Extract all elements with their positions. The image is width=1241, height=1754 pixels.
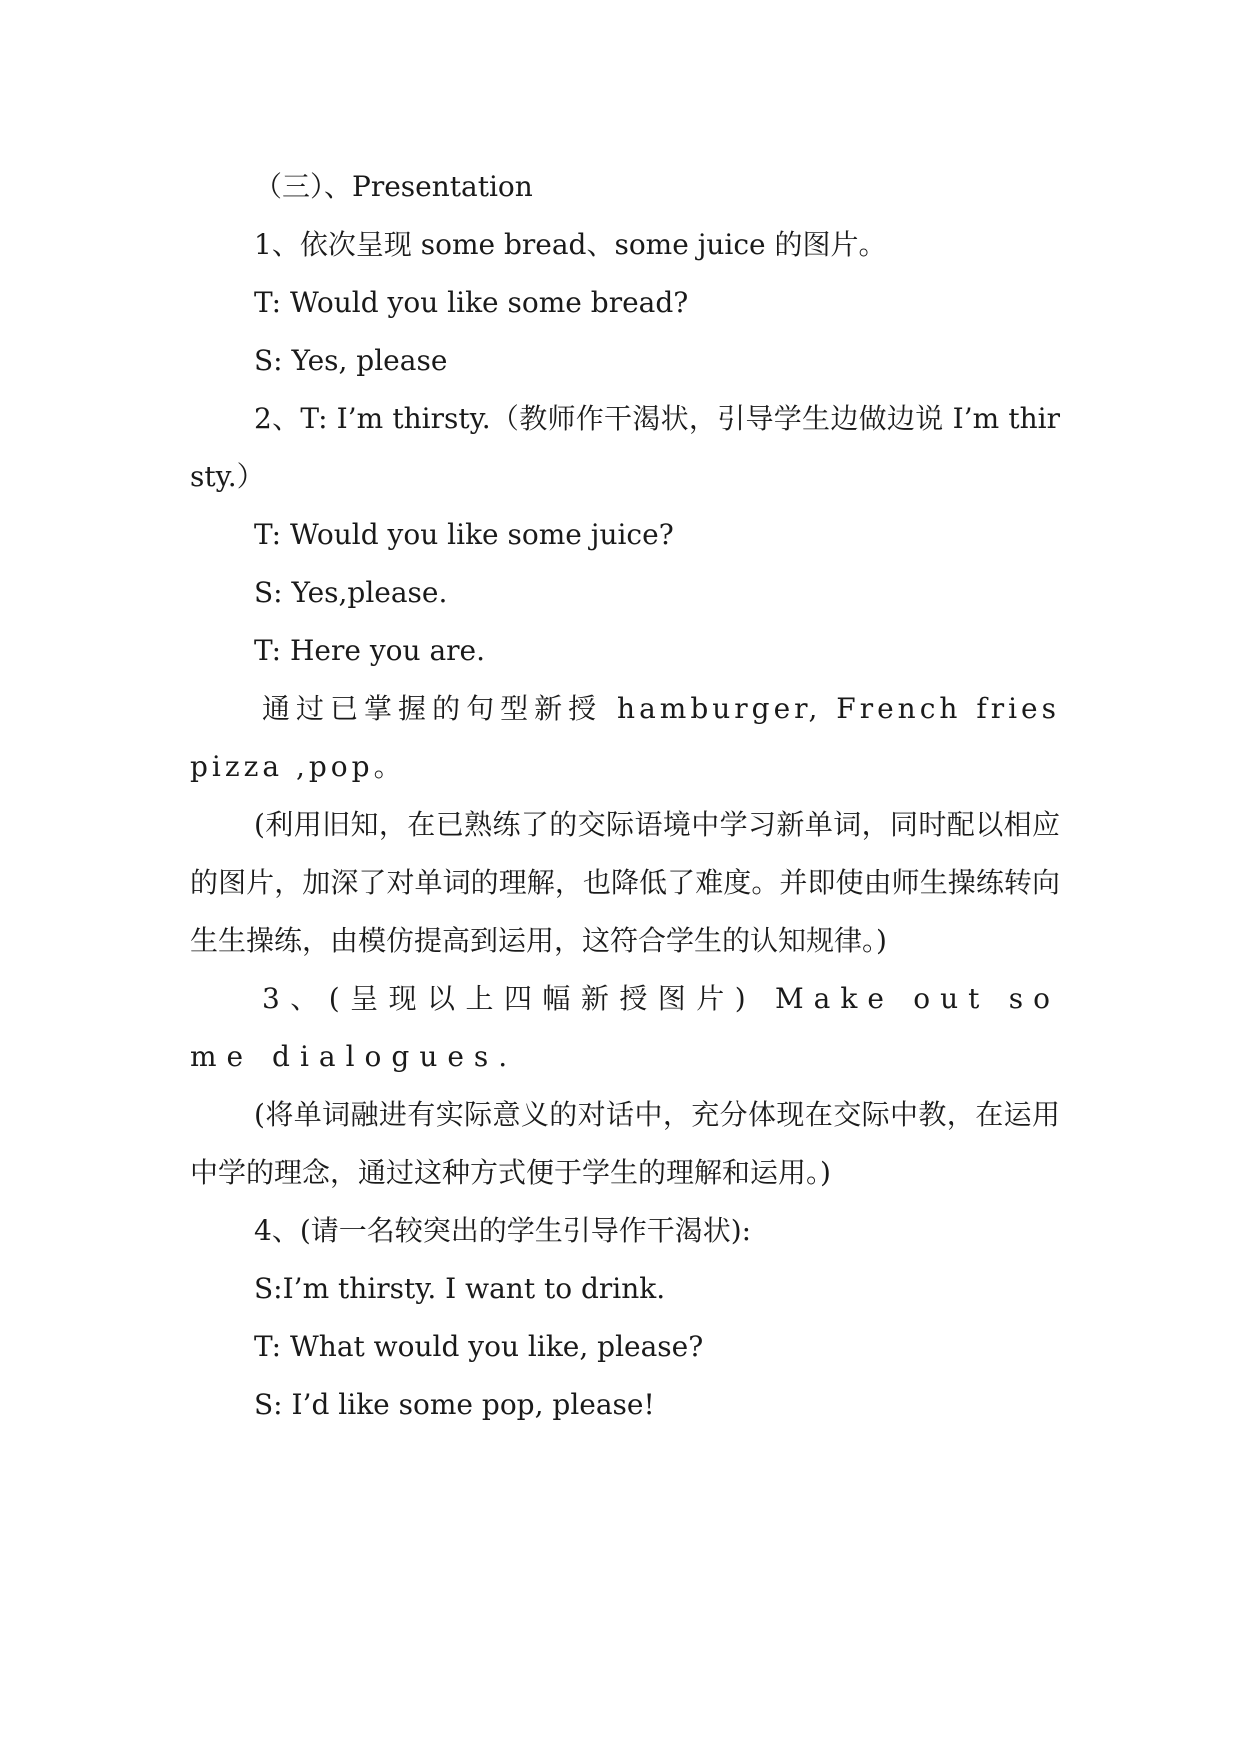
paragraph-8: 通过已掌握的句型新授 hamburger, French fries pizza ,pop。: [190, 692, 1060, 783]
paragraph-1: 1、依次呈现 some bread、some juice 的图片。: [254, 228, 887, 261]
paragraph-5: T: Would you like some juice?: [254, 518, 674, 551]
paragraph-11: (将单词融进有实际意义的对话中，充分体现在交际中教，在运用中学的理念，通过这种方式便于学生的理解和运用。): [190, 1098, 1060, 1189]
paragraph-13: S:I’m thirsty. I want to drink.: [254, 1272, 666, 1305]
paragraph-9: (利用旧知，在已熟练了的交际语境中学习新单词，同时配以相应的图片，加深了对单词的理解，也降低了难度。并即使由师生操练转向生生操练，由模仿提高到运用，这符合学生的认知规律。): [190, 808, 1060, 957]
paragraph-7: T: Here you are.: [254, 634, 486, 667]
section-heading: （三）、Presentation: [254, 170, 533, 203]
paragraph-15: S: I’d like some pop, please!: [254, 1388, 655, 1421]
paragraph-2: T: Would you like some bread?: [254, 286, 689, 319]
paragraph-6: S: Yes,please.: [254, 576, 448, 609]
paragraph-4: 2、T: I’m thirsty.（教师作干渴状，引导学生边做边说 I’m thirsty.）: [190, 402, 1060, 493]
paragraph-14: T: What would you like, please?: [254, 1330, 704, 1363]
paragraph-10: 3、(呈现以上四幅新授图片) Make out some dialogues.: [190, 982, 1060, 1073]
document-body: [190, 158, 1060, 1434]
paragraph-3: S: Yes, please: [254, 344, 448, 377]
paragraph-12: 4、(请一名较突出的学生引导作干渴状):: [254, 1214, 752, 1247]
